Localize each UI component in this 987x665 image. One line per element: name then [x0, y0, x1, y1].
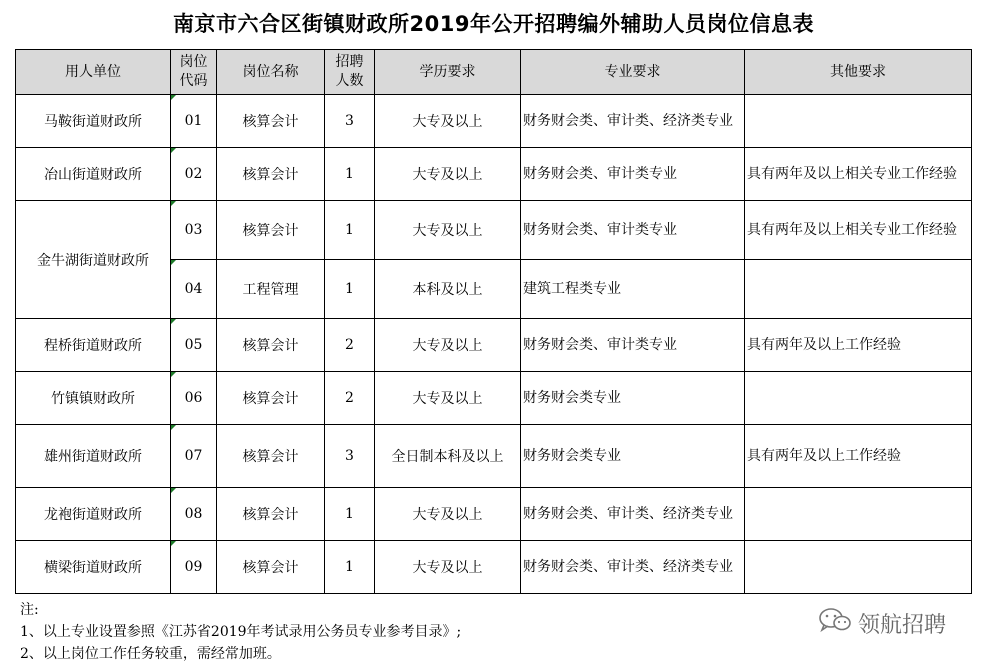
position-name-cell: 核算会计 — [217, 372, 325, 425]
table-row — [16, 201, 972, 260]
code-cell: 05 — [171, 319, 217, 372]
wechat-icon — [818, 606, 858, 640]
table-row — [16, 148, 972, 201]
count-cell: 1 — [325, 488, 375, 541]
note-line-1: 1、以上专业设置参照《江苏省2019年考试录用公务员专业参考目录》; — [20, 624, 462, 640]
positions-table — [15, 49, 972, 594]
header-education: 学历要求 — [375, 50, 521, 95]
position-name-cell: 核算会计 — [217, 541, 325, 594]
unit-cell: 冶山街道财政所 — [16, 148, 171, 201]
code-cell: 03 — [171, 201, 217, 260]
unit-cell: 马鞍街道财政所 — [16, 95, 171, 148]
position-name-cell: 核算会计 — [217, 201, 325, 260]
code-cell: 09 — [171, 541, 217, 594]
header-code-line1: 岗位 — [179, 54, 208, 70]
count-cell: 1 — [325, 541, 375, 594]
education-cell: 大专及以上 — [375, 319, 521, 372]
other-cell: 具有两年及以上相关专业工作经验 — [745, 201, 972, 260]
table-row — [16, 488, 972, 541]
education-cell: 全日制本科及以上 — [375, 425, 521, 488]
table-header-row — [16, 50, 972, 95]
table-row — [16, 425, 972, 488]
code-cell: 04 — [171, 260, 217, 319]
education-cell: 大专及以上 — [375, 372, 521, 425]
unit-cell: 雄州街道财政所 — [16, 425, 171, 488]
count-cell: 3 — [325, 425, 375, 488]
major-cell: 财务财会类、审计类专业 — [521, 201, 745, 260]
header-code — [171, 50, 217, 95]
table-row — [16, 95, 972, 148]
code-cell: 08 — [171, 488, 217, 541]
count-cell: 1 — [325, 201, 375, 260]
count-cell: 1 — [325, 260, 375, 319]
major-cell: 财务财会类专业 — [521, 372, 745, 425]
header-count-line2: 人数 — [335, 73, 364, 89]
code-cell: 06 — [171, 372, 217, 425]
position-name-cell: 核算会计 — [217, 488, 325, 541]
unit-cell: 金牛湖街道财政所 — [16, 201, 171, 319]
position-name-cell: 核算会计 — [217, 425, 325, 488]
table-row — [16, 541, 972, 594]
header-code-line2: 代码 — [179, 73, 208, 89]
unit-cell: 竹镇镇财政所 — [16, 372, 171, 425]
other-cell — [745, 488, 972, 541]
table-row — [16, 372, 972, 425]
position-name-cell: 核算会计 — [217, 148, 325, 201]
header-major: 专业要求 — [521, 50, 745, 95]
other-cell — [745, 372, 972, 425]
education-cell: 大专及以上 — [375, 541, 521, 594]
major-cell: 建筑工程类专业 — [521, 260, 745, 319]
education-cell: 大专及以上 — [375, 148, 521, 201]
other-cell — [745, 260, 972, 319]
education-cell: 本科及以上 — [375, 260, 521, 319]
major-cell: 财务财会类专业 — [521, 425, 745, 488]
other-cell: 具有两年及以上相关专业工作经验 — [745, 148, 972, 201]
code-cell: 07 — [171, 425, 217, 488]
position-name-cell: 核算会计 — [217, 319, 325, 372]
header-other: 其他要求 — [745, 50, 972, 95]
code-cell: 01 — [171, 95, 217, 148]
unit-cell: 龙袍街道财政所 — [16, 488, 171, 541]
position-name-cell: 工程管理 — [217, 260, 325, 319]
other-cell — [745, 541, 972, 594]
unit-cell: 程桥街道财政所 — [16, 319, 171, 372]
watermark-text: 领航招聘 — [858, 612, 947, 638]
notes-section — [20, 599, 461, 665]
education-cell: 大专及以上 — [375, 488, 521, 541]
table-row — [16, 319, 972, 372]
count-cell: 3 — [325, 95, 375, 148]
note-line-2: 2、以上岗位工作任务较重，需经常加班。 — [20, 646, 281, 662]
other-cell: 具有两年及以上工作经验 — [745, 425, 972, 488]
education-cell: 大专及以上 — [375, 95, 521, 148]
watermark — [818, 606, 946, 640]
education-cell: 大专及以上 — [375, 201, 521, 260]
major-cell: 财务财会类、审计类专业 — [521, 148, 745, 201]
count-cell: 2 — [325, 319, 375, 372]
count-cell: 1 — [325, 148, 375, 201]
header-name: 岗位名称 — [217, 50, 325, 95]
other-cell: 具有两年及以上工作经验 — [745, 319, 972, 372]
unit-cell: 横梁街道财政所 — [16, 541, 171, 594]
header-count-line1: 招聘 — [335, 54, 364, 70]
major-cell: 财务财会类、审计类、经济类专业 — [521, 488, 745, 541]
other-cell — [745, 95, 972, 148]
header-unit: 用人单位 — [16, 50, 171, 95]
page-title: 南京市六合区街镇财政所2019年公开招聘编外辅助人员岗位信息表 — [173, 12, 814, 36]
notes-heading: 注: — [20, 602, 39, 618]
position-name-cell: 核算会计 — [217, 95, 325, 148]
count-cell: 2 — [325, 372, 375, 425]
code-cell: 02 — [171, 148, 217, 201]
major-cell: 财务财会类、审计类、经济类专业 — [521, 541, 745, 594]
header-count — [325, 50, 375, 95]
major-cell: 财务财会类、审计类专业 — [521, 319, 745, 372]
major-cell: 财务财会类、审计类、经济类专业 — [521, 95, 745, 148]
